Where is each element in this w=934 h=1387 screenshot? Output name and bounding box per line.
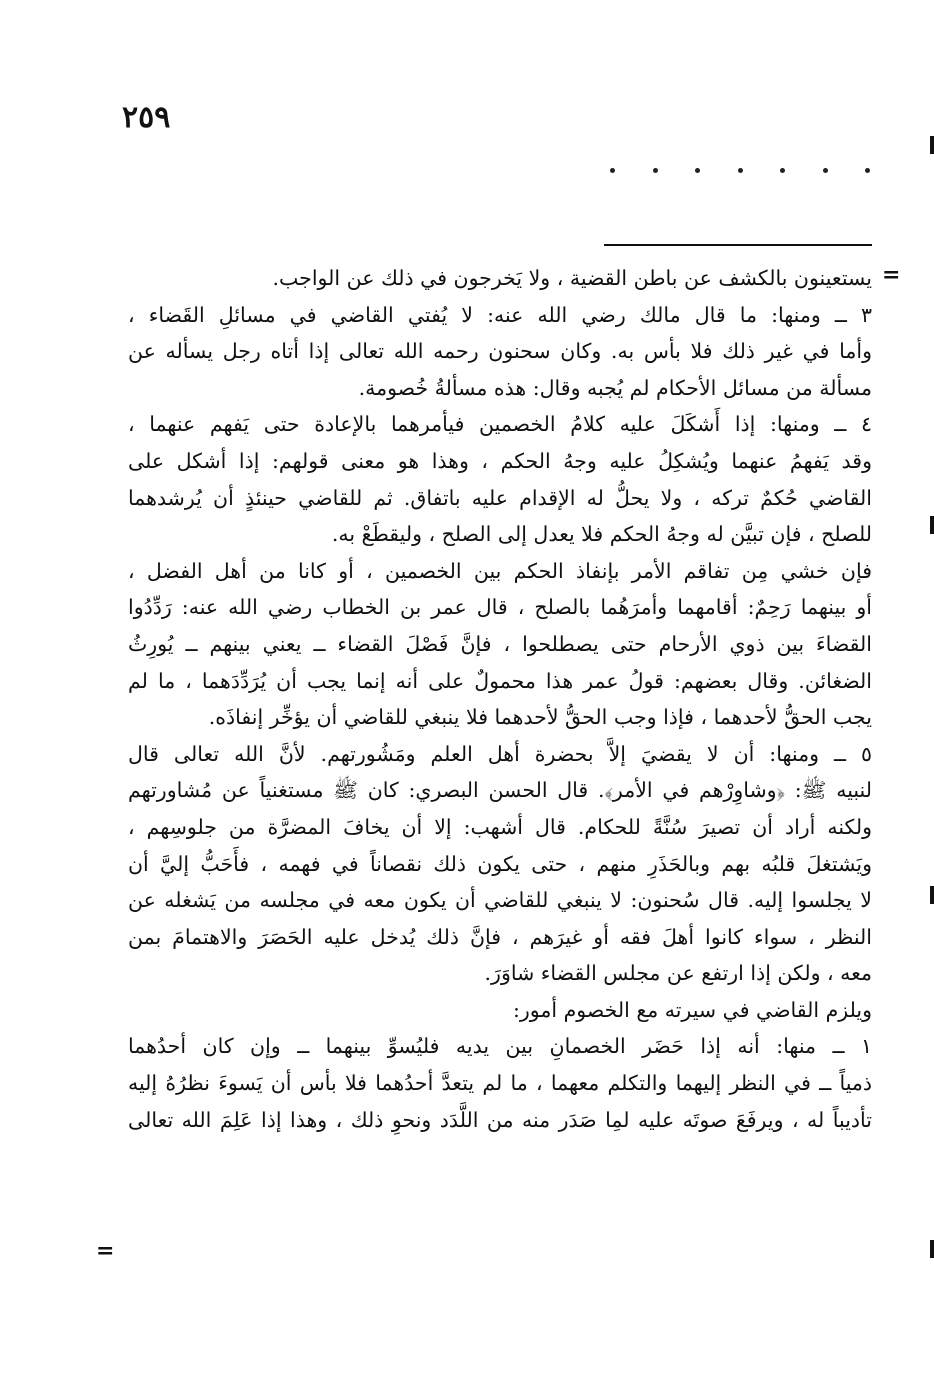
text-line: فإن خشي مِن تفاقم الأمر بإنفاذ الحكم بين الخصمين ، أو كانا من أهل الفضل ، — [128, 558, 872, 583]
text-line: القاضي حُكمٌ تركه ، ولا يحلُّ له الإقدام عليه باتفاق. ثم للقاضي حينئذٍ أن يُرشدهما — [128, 485, 872, 510]
text-line: يجب الحقُّ لأحدهما ، فإذا وجب الحقُّ لأحدهما فلا ينبغي للقاضي أن يؤخِّر إنفاذَه. — [208, 705, 872, 730]
ornament-dots — [610, 168, 870, 173]
continuation-mark-bottom: = — [96, 1238, 115, 1264]
text-line: تأديباً له ، ويرفَعَ صوتَه عليه لمِا صَدَر منه من اللَّدَد ونحوِ ذلك ، وهذا إذا عَلِمَ الله تعالى — [128, 1107, 872, 1132]
text-line: يستعينون بالكشف عن باطن القضية ، ولا يَخرجون في ذلك عن الواجب. — [272, 266, 872, 290]
ornament-dot — [653, 168, 658, 173]
text-line: أو بينهما رَحِمٌ: أقامهما وأمرَهُما بالصلح ، قال عمر بن الخطاب رضي الله عنه: رَدِّدُوا — [128, 595, 872, 620]
footnote-separator — [604, 244, 872, 246]
ornament-dot — [823, 168, 828, 173]
page-number: ٢٥٩ — [122, 100, 171, 135]
text-line: لنبيه ﷺ: ﴿وشاوِرْهم في الأمر﴾. قال الحسن البصري: كان ﷺ مستغنياً عن مُشاورتهم — [128, 778, 872, 803]
text-line: لا يجلسوا إليه. قال سُحنون: لا ينبغي للقاضي أن يكون معه في مجلسه من يَشغله عن — [128, 888, 872, 913]
text-line: ويلزم القاضي في سيرته مع الخصوم أمور: — [512, 997, 872, 1022]
margin-tick — [930, 136, 934, 154]
continuation-mark-top: = — [882, 262, 901, 288]
ornament-dot — [780, 168, 785, 173]
text-line: ولكنه أراد أن تصيرَ سُنَّةً للحكام. قال أشهب: إلا أن يخافَ المضرَّة من جلوسِهم ، — [128, 814, 872, 839]
ornament-dot — [610, 168, 615, 173]
text-line: وأما في غير ذلك فلا بأس به. وكان سحنون رحمه الله تعالى إذا أتاه رجل يسأله عن — [128, 339, 872, 364]
text-line: للصلح ، فإن تبيَّن له وجهُ الحكم فلا يعدل إلى الصلح ، وليقطَعْ به. — [331, 522, 872, 547]
margin-tick — [930, 886, 934, 904]
text-line: ٣ ــ ومنها: ما قال مالك رضي الله عنه: لا يُفتي القاضي في مسائلِ القَضاء ، — [128, 302, 872, 327]
ornament-dot — [865, 168, 870, 173]
text-line: ويَشتغلَ قلبُه بهم وبالحَذَرِ منهم ، حتى يكون ذلك نقصاناً في فهمه ، فأَحَبُّ إليَّ أن — [128, 851, 872, 876]
text-line: القضاءَ بين ذوي الأرحام حتى يصطلحوا ، فإنَّ فَصْلَ القضاء ــ يعني بينهم ــ يُورِثُ — [128, 631, 872, 656]
text-line: ٤ ــ ومنها: إذا أَشكَلَ عليه كلامُ الخصمين فيأمرهما بالإعادة حتى يَفهم عنهما ، — [128, 412, 872, 437]
text-line: الضغائن. وقال بعضهم: قولُ عمر هذا محمولٌ على أنه إنما يجب أن يُرَدِّدَهما ، ما لم — [128, 668, 872, 693]
text-line: وقد يَفهمُ عنهما ويُشكِلُ عليه وجهُ الحكم ، وهذا هو معنى قولهم: إذا أشكل على — [128, 448, 872, 473]
margin-tick — [930, 1240, 934, 1258]
text-line: مسألة من مسائل الأحكام لم يُجبه وقال: هذه مسألةُ خُصومة. — [358, 375, 872, 400]
text-line: ذمياً ــ في النظر إليهما والتكلم معهما ، ما لم يتعدَّ أحدُهما فلا بأس أن يَسوءَ نظرُهُ إليه — [128, 1071, 872, 1096]
body-text — [128, 260, 872, 1138]
text-line: معه ، ولكن إذا ارتفع عن مجلس القضاء شاوَرَ. — [484, 961, 872, 986]
text-line: ٥ ــ ومنها: أن لا يقضيَ إلاَّ بحضرة أهل العلم ومَشُورتهم. لأنَّ الله تعالى قال — [128, 741, 872, 766]
text-line: ١ ــ منها: أنه إذا حَضَر الخصمانِ بين يديه فليُسوِّ بينهما ــ وإن كان أحدُهما — [128, 1034, 872, 1059]
text-line: النظر ، سواء كانوا أهلَ فقه أو غيرَهم ، فإنَّ ذلك يُدخل عليه الحَصَرَ والاهتمامَ بمن — [128, 924, 872, 949]
ornament-dot — [738, 168, 743, 173]
margin-tick — [930, 516, 934, 534]
ornament-dot — [695, 168, 700, 173]
